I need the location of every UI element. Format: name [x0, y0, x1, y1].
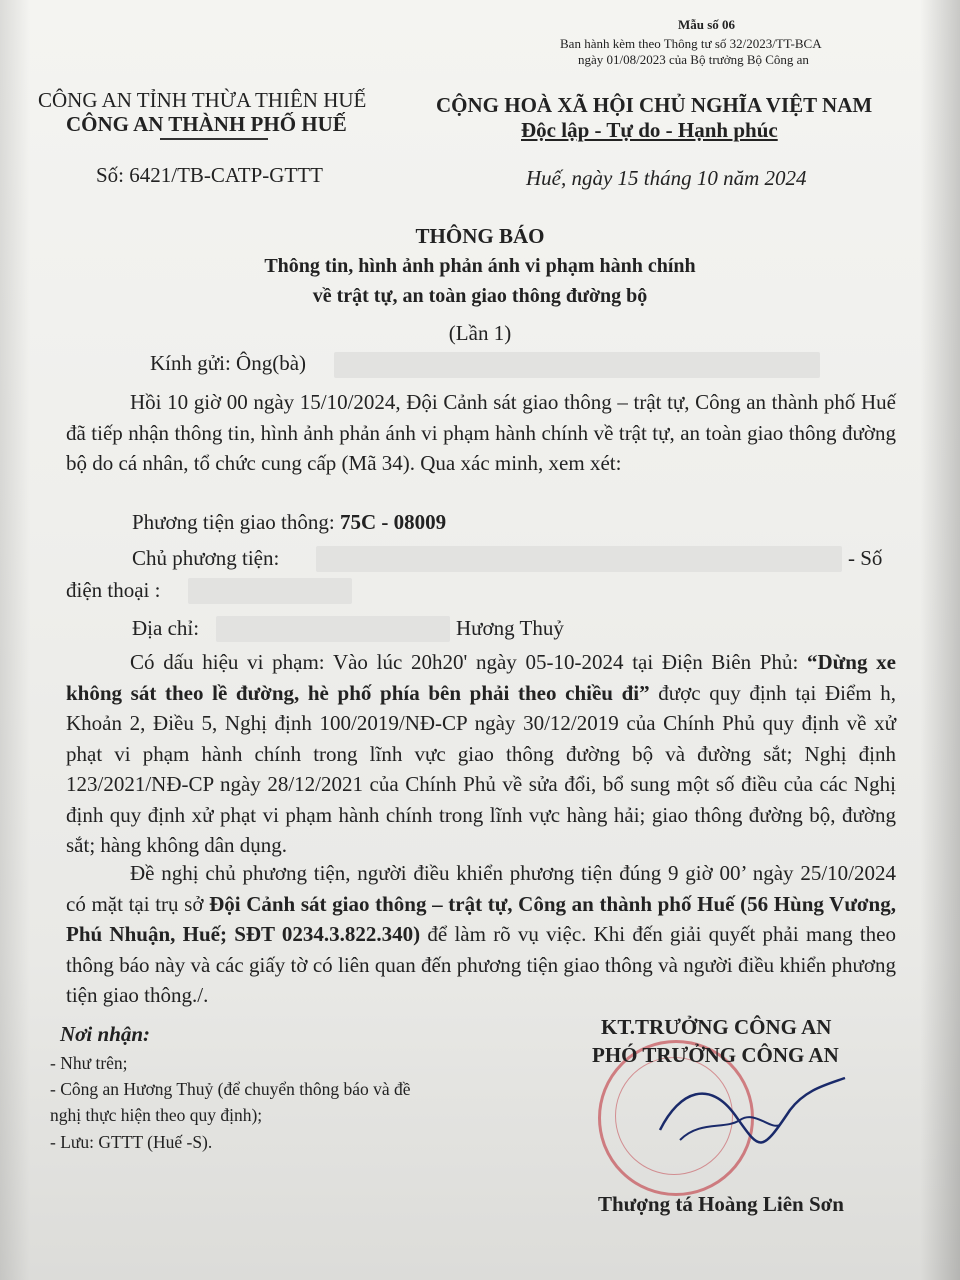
greeting: Kính gửi: Ông(bà) [150, 351, 307, 375]
request-bold: Đội Cảnh sát giao thông – trật tự, Công an thành phố Huế (56 Hùng Vương, Phú Nhuận, Huế; SĐT 0234.3.822.340) [66, 891, 896, 946]
nation-title: CỘNG HOÀ XÃ HỘI CHỦ NGHĨA VIỆT NAM [436, 93, 873, 117]
recipient-item-1: - Như trên; [50, 1053, 128, 1073]
document-date: Huế, ngày 15 tháng 10 năm 2024 [526, 166, 807, 190]
vehicle-plate: 75C - 08009 [339, 510, 447, 534]
agency-underline [160, 138, 268, 140]
document-number: Số: 6421/TB-CATP-GTTT [96, 163, 323, 187]
document-title: THÔNG BÁO [415, 224, 545, 248]
phone-suffix: - Số [848, 546, 883, 570]
redacted-recipient [334, 352, 820, 378]
request-lead: Đề nghị chủ phương tiện, người điều khiển phương tiện đúng 9 giờ 00’ ngày 25/10/2024 có mặt tại trụ sở [66, 861, 896, 916]
subtitle-line2: về trật tự, an toàn giao thông đường bộ [312, 285, 648, 307]
subtitle-line1: Thông tin, hình ảnh phản ánh vi phạm hành chính [264, 255, 696, 277]
recipients-title: Nơi nhận: [60, 1022, 151, 1046]
form-issued-line1: Ban hành kèm theo Thông tư số 32/2023/TT-BCA [560, 36, 822, 51]
owner-label: Chủ phương tiện: [132, 546, 280, 570]
vehicle-label: Phương tiện giao thông: [132, 510, 340, 534]
intro-paragraph: Hồi 10 giờ 00 ngày 15/10/2024, Đội Cảnh sát giao thông – trật tự, Công an thành phố Huế đã tiếp nhận thông tin, hình ảnh phản ánh vi phạm hành chính về trật tự, an toàn giao thông đường bộ do cá nhân, tổ chức cung cấp (Mã 34). Qua xác minh, xem xét: [66, 390, 896, 475]
page-shadow-right [920, 0, 960, 1280]
violation-rest: được quy định tại Điểm h, Khoản 2, Điều 5, Nghị định 100/2019/NĐ-CP ngày 30/12/2019 của Chính Phủ quy định về xử phạt vi phạm hành chính trong lĩnh vực giao thông đường bộ và đường sắt; Nghị định 123/2021/NĐ-CP ngày 28/12/2021 của Chính Phủ về sửa đổi, bổ sung một số điều của các Nghị định quy định xử phạt vi phạm hành chính trong lĩnh vực hàng hải; giao thông đường bộ, đường sắt; hàng không dân dụng. [66, 680, 896, 857]
redacted-owner [316, 546, 842, 572]
request-paragraph [66, 858, 896, 1011]
signer-name: Thượng tá Hoàng Liên Sơn [598, 1192, 844, 1216]
page-shadow-left [0, 0, 30, 1280]
violation-lead: Có dấu hiệu vi phạm: Vào lúc 20h20' ngày 05-10-2024 tại Điện Biên Phủ: [130, 650, 808, 674]
phone-label: điện thoại : [66, 578, 161, 602]
form-number: Mẫu số 06 [678, 17, 736, 32]
signature-line2: PHÓ TRƯỞNG CÔNG AN [592, 1043, 839, 1067]
redacted-phone [188, 578, 352, 604]
vehicle-line [132, 510, 446, 535]
recipient-item-3: - Lưu: GTTT (Huế -S). [50, 1132, 213, 1152]
violation-quote: “Dừng xe không sát theo lề đường, hè phố phía bên phải theo chiều đi” [66, 650, 896, 705]
address-value: Hương Thuỷ [456, 616, 564, 640]
recipient-item-2: - Công an Hương Thuỷ (để chuyển thông báo và đề [50, 1079, 411, 1099]
round-number: (Lần 1) [448, 321, 512, 345]
address-label: Địa chỉ: [132, 616, 200, 640]
nation-motto: Độc lập - Tự do - Hạnh phúc [521, 118, 778, 142]
recipient-item-2-cont: nghị thực hiện theo quy định); [50, 1105, 263, 1125]
form-issued-line2: ngày 01/08/2023 của Bộ trưởng Bộ Công an [578, 52, 809, 67]
violation-paragraph [66, 647, 896, 861]
agency-parent: CÔNG AN TỈNH THỪA THIÊN HUẾ [38, 88, 367, 112]
agency-name: CÔNG AN THÀNH PHỐ HUẾ [66, 112, 347, 136]
redacted-address [216, 616, 450, 642]
request-rest: để làm rõ vụ việc. Khi đến giải quyết phải mang theo thông báo này và các giấy tờ có liên quan đến phương tiện giao thông và người điều khiển phương tiện giao thông./. [66, 922, 897, 1007]
signature-scribble [640, 1060, 850, 1170]
signature-line1: KT.TRƯỞNG CÔNG AN [601, 1015, 832, 1039]
